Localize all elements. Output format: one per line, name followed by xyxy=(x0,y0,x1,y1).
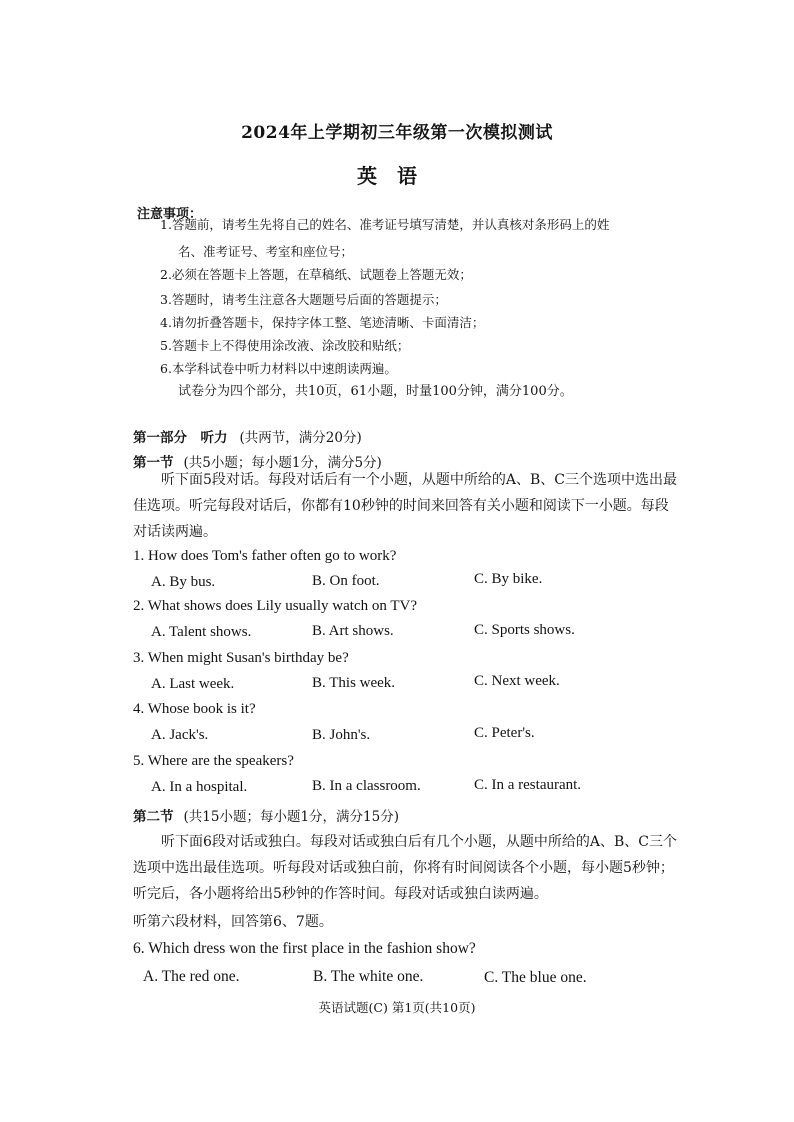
part1-heading xyxy=(133,426,362,446)
notice-heading: 注意事项： xyxy=(137,207,203,222)
q2-option-b: B. Art shows. xyxy=(312,623,394,639)
q3-option-b: B. This week. xyxy=(312,675,396,691)
q3-option-c: C. Next week. xyxy=(474,673,560,689)
section1-title: 第一节 xyxy=(133,455,174,471)
q6-option-a: A. The red one. xyxy=(143,968,240,985)
q5-option-a: A. In a hospital. xyxy=(151,779,248,795)
exam-title: 2024年上学期初三年级第一次模拟测试 xyxy=(241,123,553,143)
section2-note: (共15小题；每小题1分，满分15分) xyxy=(183,809,399,825)
notice-item-1-cont: 名、准考证号、考室和座位号； xyxy=(178,244,354,259)
section1-note: (共5小题；每小题1分，满分5分) xyxy=(183,455,382,471)
question-5: 5. Where are the speakers? xyxy=(133,753,294,769)
q2-option-c: C. Sports shows. xyxy=(474,622,575,638)
notice-summary: 试卷分为四个部分，共10页，61小题，时量100分钟，满分100分。 xyxy=(178,384,573,399)
section2-instruction: 听下面6段对话或独白。每段对话或独白后有几个小题，从题中所给的A、B、C三个选项中选出最佳选项。听每段对话或独白前，你将有时间阅读各个小题，每小题5秒钟；听完后，各小题将给出5秒钟的作答时间。每段对话或独白读两遍。 xyxy=(133,834,678,902)
q1-option-c: C. By bike. xyxy=(474,571,543,587)
q6-option-c: C. The blue one. xyxy=(484,969,587,986)
q5-option-c: C. In a restaurant. xyxy=(474,777,582,793)
q1-option-a: A. By bus. xyxy=(151,574,216,590)
question-1: 1. How does Tom's father often go to work? xyxy=(133,548,397,564)
subject-title: 英语 xyxy=(357,164,437,188)
q3-option-a: A. Last week. xyxy=(151,676,235,692)
section2-lead: 听第六段材料，回答第6、7题。 xyxy=(133,914,333,930)
notice-item-1: 1.答题前，请考生先将自己的姓名、准考证号填写清楚，并认真核对条形码上的姓 xyxy=(160,217,610,232)
question-3: 3. When might Susan's birthday be? xyxy=(133,650,349,666)
q4-option-a: A. Jack's. xyxy=(151,727,209,743)
q6-option-b: B. The white one. xyxy=(313,968,424,985)
q4-option-c: C. Peter's. xyxy=(474,725,535,741)
q2-option-a: A. Talent shows. xyxy=(151,624,252,640)
notice-item-6: 6.本学科试卷中听力材料以中速朗读两遍。 xyxy=(160,361,397,376)
question-4: 4. Whose book is it? xyxy=(133,701,256,717)
notice-item-2: 2.必须在答题卡上答题，在草稿纸、试题卷上答题无效； xyxy=(160,267,472,282)
notice-item-3: 3.答题时，请考生注意各大题题号后面的答题提示； xyxy=(160,292,447,307)
q4-option-b: B. John's. xyxy=(312,727,371,743)
notice-item-4: 4.请勿折叠答题卡，保持字体工整、笔迹清晰、卡面清洁； xyxy=(160,315,485,330)
q1-option-b: B. On foot. xyxy=(312,573,380,589)
notice-item-5: 5.答题卡上不得使用涂改液、涂改胶和贴纸； xyxy=(160,338,410,353)
part1-note: (共两节，满分20分) xyxy=(239,430,362,446)
section1-instruction: 听下面5段对话。每段对话后有一个小题，从题中所给的A、B、C三个选项中选出最佳选项。听完每段对话后，你都有10秒钟的时间来回答有关小题和阅读下一小题。每段对话读两遍。 xyxy=(133,472,678,540)
section2-title: 第二节 xyxy=(133,809,174,825)
page-footer: 英语试题(C) 第1页(共10页) xyxy=(318,1000,476,1015)
question-2: 2. What shows does Lily usually watch on TV? xyxy=(133,598,417,614)
section2-heading xyxy=(133,805,399,825)
q5-option-b: B. In a classroom. xyxy=(312,778,421,794)
part1-title: 第一部分 听力 xyxy=(133,430,228,446)
question-6: 6. Which dress won the first place in the fashion show? xyxy=(133,940,476,957)
